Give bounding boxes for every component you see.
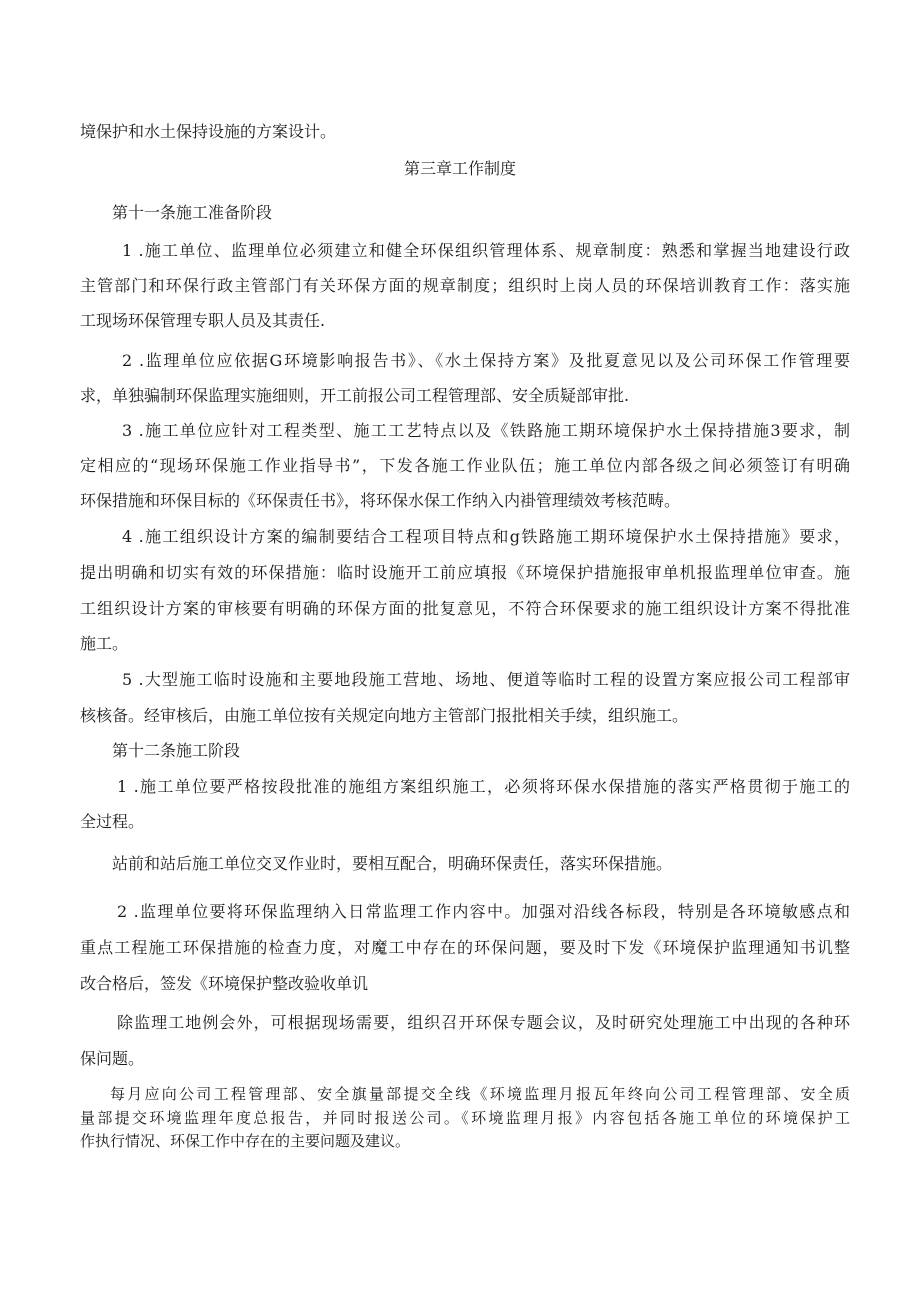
paragraph-line: 每月应向公司工程管理部、安全旗量部提交全线《环境监理月报瓦年终向公司工程管理部、安全质 xyxy=(110,1085,850,1103)
paragraph-line: 站前和站后施工单位交叉作业时，要相互配合，明确环保责任，落实环保措施。 xyxy=(112,854,673,873)
paragraph-line: 1 .施工单位、监理单位必须建立和健全环保组织管理体系、规章制度：熟悉和掌握当地建设行政 xyxy=(122,241,850,260)
paragraph-line: 3 .施工单位应针对工程类型、施工工艺特点以及《铁路施工期环境保护水土保持措施3要求，制 xyxy=(122,421,850,440)
paragraph-line: 除监理工地例会外，可根据现场需要，组织召开环保专题会议，及时研究处理施工中出现的各种环 xyxy=(117,1013,850,1032)
paragraph-line: 作执行情况、环保工作中存在的主要问题及建议。 xyxy=(80,1132,411,1150)
paragraph-line: 2 .监理单位应依据G环境影响报告书》、《水土保持方案》及批夏意见以及公司环保工作管理要 xyxy=(122,351,850,370)
paragraph-line: 重点工程施工环保措施的检查力度，对魔工中存在的环保问题，要及时下发《环境保护监理通知书讥整 xyxy=(80,938,850,957)
paragraph-line: 1 .施工单位要严格按段批准的施组方案组织施工，必须将环保水保措施的落实严格贯彻于施工的 xyxy=(117,777,850,796)
paragraph-line: 工组织设计方案的审核要有明确的环保方面的批复意见，不符合环保要求的施工组织设计方案不得批准 xyxy=(80,599,850,618)
paragraph-line: 提出明确和切实有效的环保措施：临时设施开工前应填报《环境保护措施报审单机报监理单位审查。施 xyxy=(80,563,850,582)
paragraph-line: 保问题。 xyxy=(80,1049,145,1068)
paragraph-line: 5 .大型施工临时设施和主要地段施工营地、场地、便道等临时工程的设置方案应报公司工程部审 xyxy=(122,670,850,689)
article-11-title: 第十一条施工准备阶段 xyxy=(112,203,273,222)
paragraph-line: 改合格后，签发《环境保护整改验收单讥 xyxy=(80,974,369,993)
paragraph-line: 施工。 xyxy=(80,634,129,653)
paragraph-line: 求，单独骗制环保监理实施细则，开工前报公司工程管理部、安全质疑部审批. xyxy=(80,386,630,405)
paragraph-line: 主管部门和环保行政主管部门有关环保方面的规章制度；组织时上岗人员的环保培训教育工作：落实施 xyxy=(80,276,850,295)
paragraph-line: 核核备。经审核后，由施工单位按有关规定向地方主管部门报批相关手续，组织施工。 xyxy=(80,706,689,725)
paragraph-line: 4 .施工组织设计方案的编制要结合工程项目特点和g铁路施工期环境保护水土保持措施》要求， xyxy=(122,527,850,546)
paragraph-line: 定相应的“现场环保施工作业指导书”，下发各施工作业队伍；施工单位内部各级之间必须签订有明确 xyxy=(80,456,850,475)
paragraph-line: 2 .监理单位要将环保监理纳入日常监理工作内容中。加强对沿线各标段，特别是各环境敏感点和 xyxy=(117,902,850,921)
intro-line: 境保护和水土保持设施的方案设计。 xyxy=(80,122,337,141)
paragraph-line: 全过程。 xyxy=(80,812,145,831)
paragraph-line: 量部提交环境监理年度总报告，并同时报送公司。《环境监理月报》内容包括各施工单位的环境保护工 xyxy=(80,1109,850,1127)
paragraph-line: 环保措施和环保目标的《环保责任书》，将环保水保工作纳入内褂管理绩效考核范畴。 xyxy=(80,491,681,510)
chapter-title: 第三章工作制度 xyxy=(403,159,516,178)
article-12-title: 第十二条施工阶段 xyxy=(112,741,241,760)
paragraph-line: 工现场环保管理专职人员及其责任. xyxy=(80,311,326,330)
